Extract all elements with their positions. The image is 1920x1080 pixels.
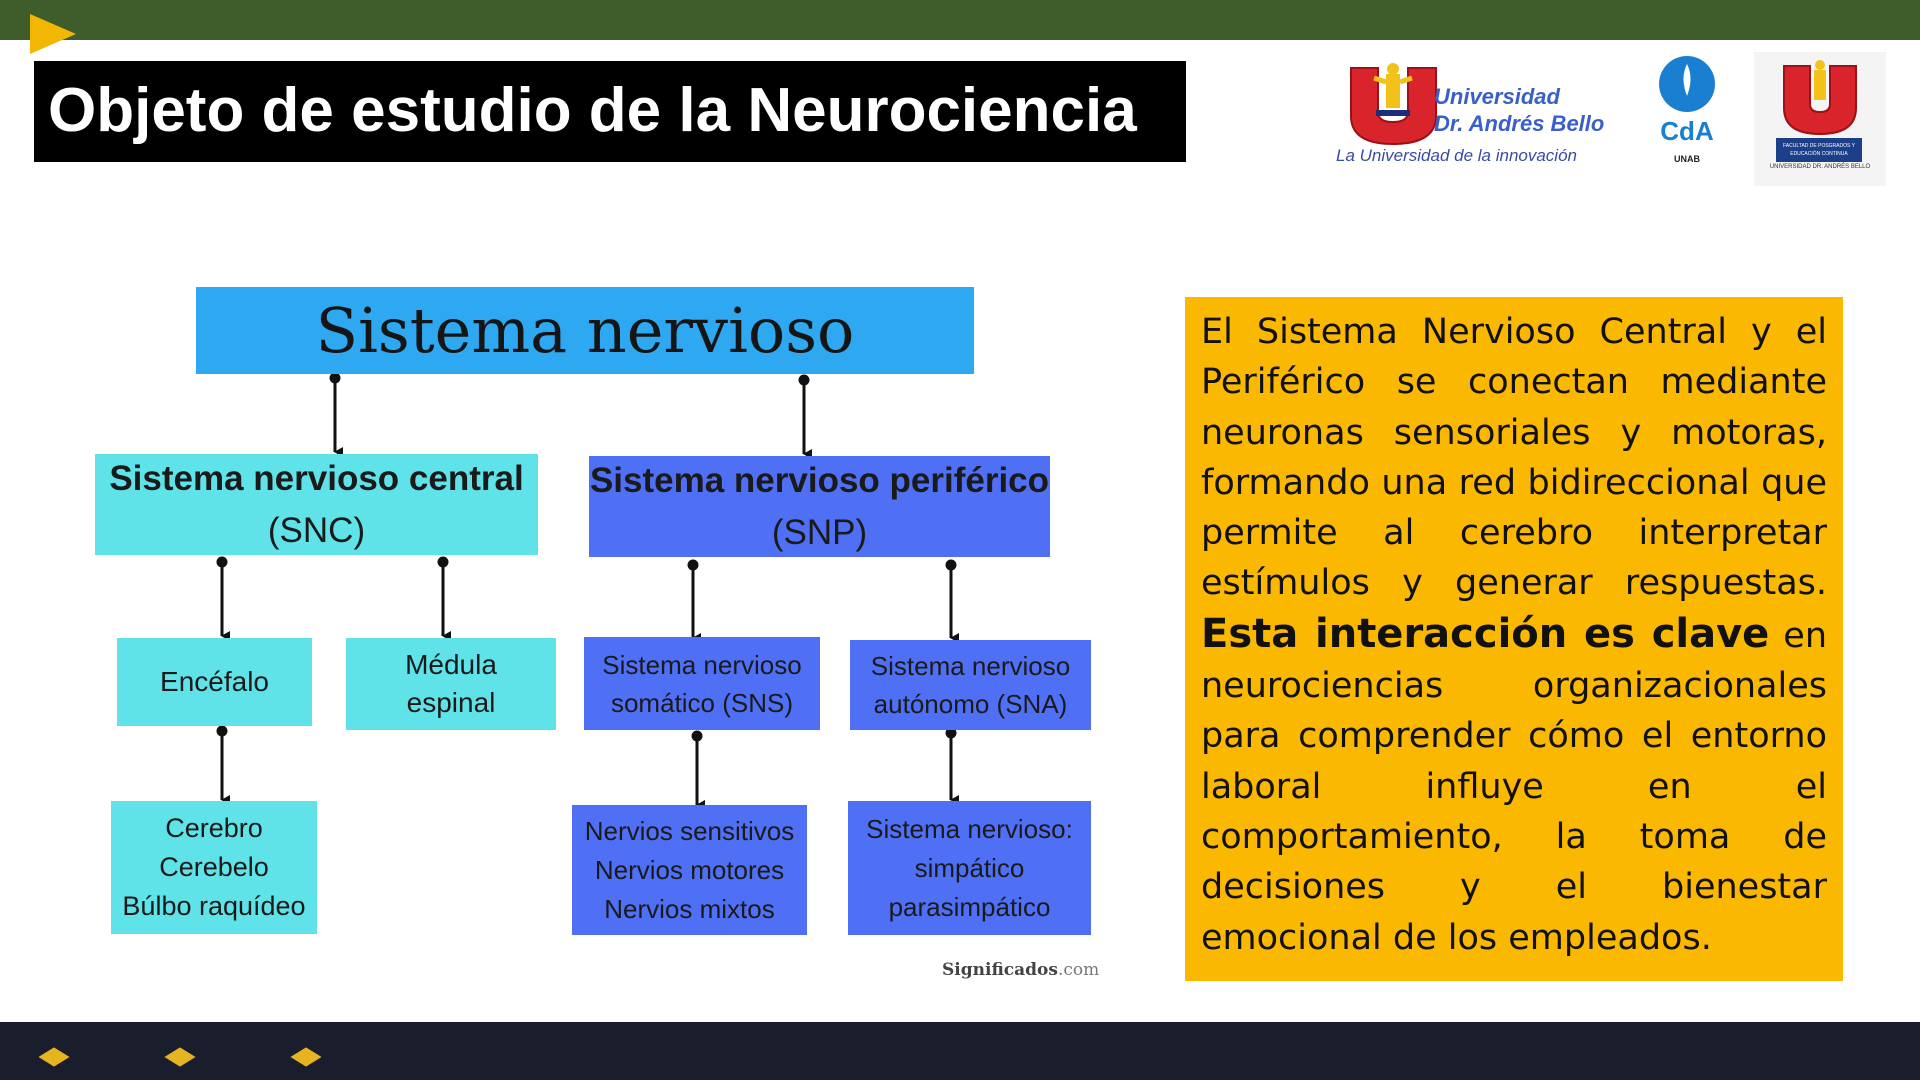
university-name-line2: Dr. Andrés Bello [1434, 111, 1605, 136]
university-tagline: La Universidad de la innovación [1336, 146, 1577, 165]
snc-acronym: (SNC) [267, 510, 366, 550]
node-nervios [572, 805, 807, 935]
explanation-highlight: Esta interacción es clave [1201, 610, 1770, 657]
explanation-part1: El Sistema Nervioso Central y el Periférico se conectan mediante neuronas sensoriales y motoras, formando una red bidireccional que permite al cerebro interpretar estímulos y generar respuestas. [1201, 312, 1827, 604]
node-snc [95, 454, 538, 555]
explanation-part2: en neurociencias organizacionales para comprender cómo el entorno laboral influye en el comportamiento, la toma de decisiones y el bienestar emocional de los empleados. [1201, 615, 1827, 958]
part-bulbo-raquideo: Búlbo raquídeo [122, 891, 306, 921]
part-cerebelo: Cerebelo [159, 852, 269, 882]
source-credit [942, 960, 1099, 980]
credit-suffix: .com [1057, 960, 1100, 980]
faculty-subtitle: UNIVERSIDAD DR. ANDRÉS BELLO [1769, 164, 1871, 170]
bottom-bar [0, 1022, 1920, 1080]
node-medula-espinal: Médula espinal [346, 638, 556, 730]
node-sna: Sistema nervioso autónomo (SNA) [850, 640, 1091, 730]
node-snp [589, 456, 1050, 557]
nervios-sensitivos: Nervios sensitivos [584, 815, 795, 846]
node-encefalo-parts [111, 801, 317, 934]
credit-name: Significados [942, 960, 1058, 980]
node-sns: Sistema nervioso somático (SNS) [584, 637, 820, 730]
snc-name: Sistema nervioso central [109, 458, 524, 498]
node-sna-parts [848, 801, 1091, 935]
faculty-band: FACULTAD DE POSGRADOS Y EDUCACIÓN CONTINUA [1776, 138, 1862, 162]
sna-parasimpatico: parasimpático [888, 891, 1051, 922]
part-cerebro: Cerebro [165, 813, 263, 843]
nervios-motores: Nervios motores [594, 854, 785, 885]
explanation-text-box [1185, 297, 1843, 981]
node-sistema-nervioso: Sistema nervioso [196, 287, 974, 374]
sna-heading: Sistema nervioso: [866, 813, 1073, 844]
node-encefalo: Encéfalo [117, 638, 312, 726]
slide-title: Objeto de estudio de la Neurociencia [48, 76, 1137, 145]
snp-acronym: (SNP) [771, 512, 868, 552]
snp-name: Sistema nervioso periférico [589, 460, 1050, 500]
university-name-line1: Universidad [1434, 84, 1560, 109]
nervios-mixtos: Nervios mixtos [604, 893, 775, 924]
accreditation-label: UNAB [1674, 154, 1700, 164]
sna-simpatico: simpático [914, 852, 1025, 883]
accreditation-acronym: CdA [1660, 116, 1714, 146]
